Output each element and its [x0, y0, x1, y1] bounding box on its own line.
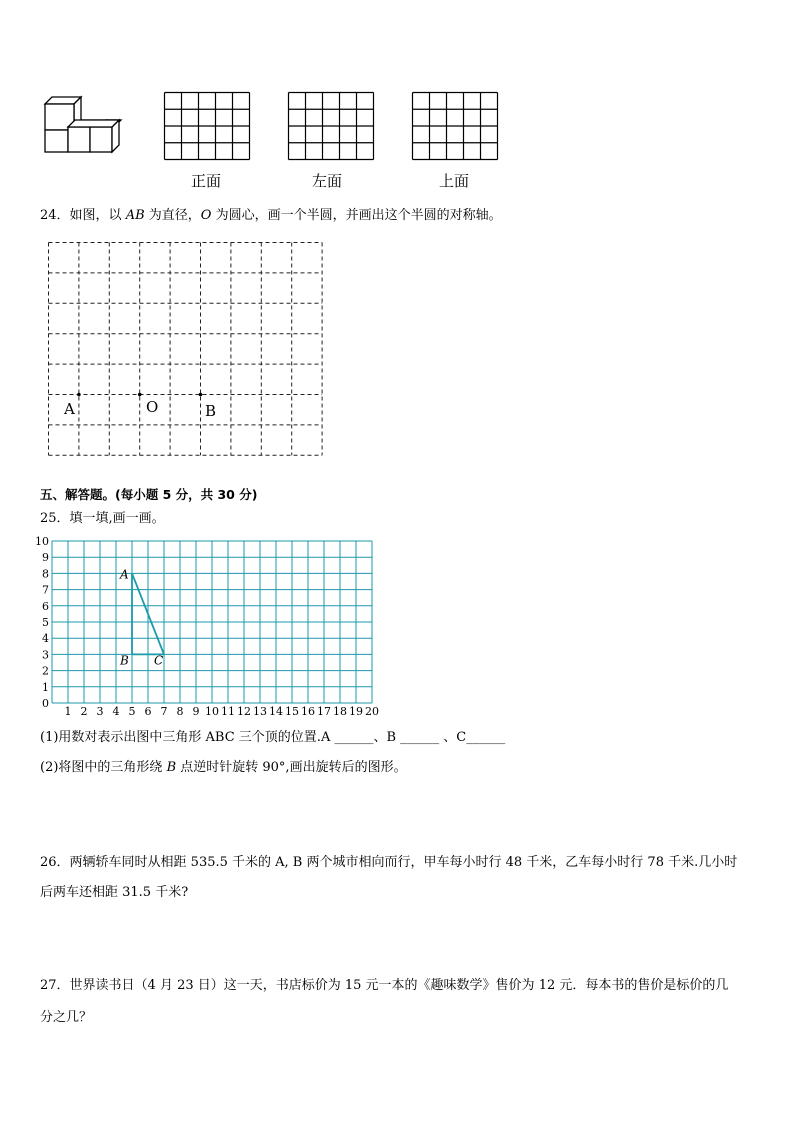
x-tick-label: 13 — [253, 705, 267, 718]
y-tick-label: 4 — [42, 632, 49, 646]
x-tick-label: 2 — [80, 705, 88, 718]
grid-point — [199, 393, 203, 397]
cube-figure — [40, 95, 130, 157]
point-a-label: A — [64, 400, 75, 418]
y-tick-label: 10 — [35, 535, 49, 548]
vertex-a-label: A — [120, 567, 129, 582]
question-25-title: 25．填一填,画一画。 — [40, 511, 165, 526]
y-tick-label: 6 — [42, 599, 49, 613]
x-tick-label: 9 — [192, 705, 200, 718]
x-tick-label: 7 — [160, 705, 168, 718]
x-tick-label: 6 — [144, 705, 152, 718]
vertex-c-label: C — [154, 653, 164, 668]
x-tick-label: 10 — [205, 705, 219, 718]
x-tick-label: 15 — [285, 705, 299, 718]
grid-point — [77, 393, 81, 397]
question-26-line1: 26．两辆轿车同时从相距 535.5 千米的 A, B 两个城市相向而行，甲车每小时行 48 千米，乙车每小时行 78 千米.几小时 — [40, 855, 738, 870]
x-tick-label: 4 — [112, 705, 120, 718]
question-24: 24．如图，以 AB 为直径，O 为圆心，画一个半圆，并画出这个半圆的对称轴。 — [40, 208, 502, 223]
question-27-line1: 27．世界读书日（4 月 23 日）这一天，书店标价为 15 元一本的《趣味数学》售价为 12 元．每本书的售价是标价的几 — [40, 978, 729, 993]
question-27-line2: 分之几？ — [40, 1010, 93, 1025]
x-tick-label: 20 — [365, 705, 379, 718]
top-view-label: 上面 — [439, 172, 470, 190]
x-tick-label: 3 — [96, 705, 104, 718]
x-tick-label: 14 — [269, 705, 283, 718]
x-tick-label: 1 — [64, 705, 72, 718]
question-25-sub1: (1)用数对表示出图中三角形 ABC 三个顶的位置.A ______、B ______ 、C______ — [40, 730, 506, 745]
question-25-sub2: (2)将图中的三角形绕 B 点逆时针旋转 90°,画出旋转后的图形。 — [40, 760, 407, 775]
question-26-line2: 后两车还相距 31.5 千米? — [40, 885, 189, 900]
x-tick-label: 8 — [176, 705, 184, 718]
y-tick-label: 8 — [42, 567, 49, 581]
y-tick-label: 9 — [42, 551, 49, 565]
x-tick-label: 11 — [221, 705, 235, 718]
left-view-label: 左面 — [312, 172, 343, 190]
x-tick-label: 5 — [128, 705, 136, 718]
top-view-grid[interactable] — [412, 92, 498, 160]
x-tick-label: 17 — [317, 705, 331, 718]
y-tick-label: 5 — [42, 616, 49, 629]
x-tick-label: 16 — [301, 705, 315, 718]
y-tick-label: 1 — [42, 680, 49, 694]
y-tick-label: 2 — [42, 664, 49, 678]
coordinate-grid[interactable] — [30, 535, 390, 720]
left-view-grid[interactable] — [288, 92, 374, 160]
point-o-label: O — [146, 398, 159, 416]
front-view-label: 正面 — [191, 172, 222, 190]
x-tick-label: 19 — [349, 705, 363, 718]
point-b-label: B — [205, 402, 217, 420]
section-5-title: 五、解答题。(每小题 5 分，共 30 分) — [40, 487, 258, 502]
y-tick-label: 7 — [42, 583, 49, 597]
y-tick-label: 3 — [42, 648, 49, 662]
dashed-drawing-grid[interactable] — [48, 242, 324, 457]
x-tick-label: 12 — [237, 705, 251, 718]
x-tick-label: 18 — [333, 705, 347, 718]
vertex-b-label: B — [120, 653, 129, 668]
grid-point — [138, 393, 142, 397]
y-tick-label: 0 — [42, 697, 49, 710]
front-view-grid[interactable] — [164, 92, 250, 160]
